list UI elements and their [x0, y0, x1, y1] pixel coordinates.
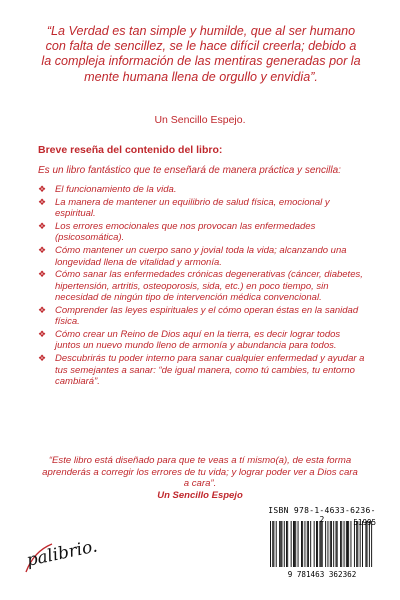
epigraph-quote: “La Verdad es tan simple y humilde, que al ser humano con falta de sencillez, se le hace difícil creerla; debido a la compleja información de las mentiras generadas por la mente humana llena de orgullo y envidia”. [41, 24, 361, 84]
list-item [38, 353, 367, 387]
palibrio-logo-icon [22, 538, 102, 578]
list-item [38, 184, 367, 195]
publisher-logo [22, 538, 102, 578]
isbn-barcode [266, 506, 378, 580]
list-item [38, 196, 367, 220]
list-item [38, 245, 367, 268]
summary-title: Breve reseña del contenido del libro: [38, 144, 223, 156]
diamond-bullet-icon: ❖ [38, 304, 47, 315]
closing-quote: “Este libro está diseñado para que te veas a tí mismo(a), de esta forma aprenderás a corregir los errores de tu vida; y lograr poder ver a Dios cara a cara”. [42, 455, 358, 490]
diamond-bullet-icon: ❖ [38, 196, 47, 207]
list-item-text: El funcionamiento de la vida. [55, 184, 177, 195]
list-item-text: Cómo sanar las enfermedades crónicas degenerativas (cáncer, diabetes, hipertensión, artritis, osteoporosis, sida, etc.) en poco tiempo, sin necesidad de ningún tipo de intervención médica convencional. [55, 269, 363, 304]
diamond-bullet-icon: ❖ [38, 245, 47, 256]
epigraph-author: Un Sencillo Espejo. [154, 114, 246, 126]
list-item [38, 221, 367, 244]
diamond-bullet-icon: ❖ [38, 184, 47, 194]
barcode-number: 9 781463 362362 [287, 570, 357, 579]
list-item-text: Los errores emocionales que nos provocan las enfermedades (psicosomática). [55, 221, 316, 244]
feature-list [38, 184, 367, 389]
diamond-bullet-icon: ❖ [38, 269, 47, 280]
list-item-text: Cómo mantener un cuerpo sano y jovial toda la vida; alcanzando una longevidad llena de vitalidad y armonía. [55, 245, 347, 268]
list-item-text: Comprender las leyes espirituales y el cómo operan éstas en la sanidad física. [55, 304, 359, 328]
barcode-icon [266, 517, 378, 569]
list-item-text: Cómo crear un Reino de Dios aquí en la tierra, es decir lograr todos juntos un nuevo mundo lleno de armonía y abundancia para todos. [55, 329, 341, 352]
list-item [38, 269, 367, 304]
diamond-bullet-icon: ❖ [38, 221, 47, 232]
logo-text: palibrio. [24, 538, 100, 571]
list-item [38, 329, 367, 352]
diamond-bullet-icon: ❖ [38, 353, 47, 364]
diamond-bullet-icon: ❖ [38, 329, 47, 340]
list-item-text: Descubrirás tu poder interno para sanar cualquier enfermedad y ayudar a tus semejantes a sanar: “de igual manera, como tú cambies, tu entorno cambiará”. [55, 353, 365, 387]
isbn-label: ISBN 978-1-4633-6236-2 [268, 506, 376, 524]
list-item-text: La manera de mantener un equilibrio de salud física, emocional y espiritual. [55, 196, 330, 220]
closing-author: Un Sencillo Espejo [157, 490, 243, 501]
summary-intro: Es un libro fantástico que te enseñará de manera práctica y sencilla: [38, 165, 341, 176]
list-item [38, 304, 367, 328]
barcode-addon: 51995 [353, 518, 376, 527]
